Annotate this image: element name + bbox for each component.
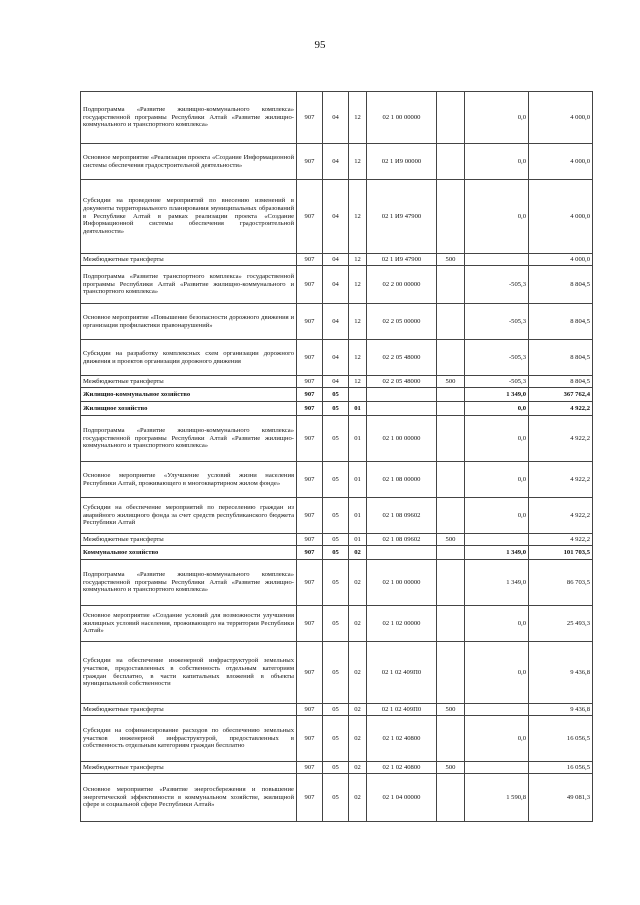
expense-type-code <box>437 304 465 340</box>
target-article-code: 02 1 00 00000 <box>367 560 437 606</box>
table-row <box>81 180 593 254</box>
ministry-code: 907 <box>297 254 323 266</box>
table-row <box>81 462 593 498</box>
target-article-code: 02 1 02 409П0 <box>367 704 437 716</box>
section-code: 05 <box>323 762 349 774</box>
section-code: 05 <box>323 498 349 534</box>
subsection-code: 02 <box>349 774 367 822</box>
ministry-code: 907 <box>297 704 323 716</box>
section-code: 05 <box>323 388 349 402</box>
change-amount <box>465 762 529 774</box>
target-article-code: 02 2 00 00000 <box>367 266 437 304</box>
change-amount: 1 349,0 <box>465 388 529 402</box>
subsection-code: 02 <box>349 704 367 716</box>
change-amount: 0,0 <box>465 498 529 534</box>
expense-type-code <box>437 462 465 498</box>
expense-type-code <box>437 388 465 402</box>
change-amount: 0,0 <box>465 716 529 762</box>
expense-type-code <box>437 606 465 642</box>
row-name: Основное мероприятие «Развитие энергосбережения и повышение энергетической эффективности в коммунальном хозяйстве, жилищной сфере и социальной сфере Республики Алтай» <box>81 774 297 822</box>
budget-table <box>80 91 593 822</box>
ministry-code: 907 <box>297 92 323 144</box>
target-article-code: 02 1 08 09602 <box>367 498 437 534</box>
target-article-code: 02 2 05 48000 <box>367 376 437 388</box>
expense-type-code: 500 <box>437 704 465 716</box>
table-row <box>81 546 593 560</box>
table-row <box>81 388 593 402</box>
subsection-code: 02 <box>349 546 367 560</box>
expense-type-code <box>437 144 465 180</box>
target-article-code: 02 2 05 48000 <box>367 340 437 376</box>
section-code: 04 <box>323 180 349 254</box>
subsection-code <box>349 388 367 402</box>
expense-type-code <box>437 340 465 376</box>
row-name: Коммунальное хозяйство <box>81 546 297 560</box>
total-amount: 4 922,2 <box>529 534 593 546</box>
target-article-code: 02 1 08 00000 <box>367 462 437 498</box>
subsection-code: 01 <box>349 402 367 416</box>
subsection-code: 01 <box>349 498 367 534</box>
row-name: Подпрограмма «Развитие жилищно-коммунального комплекса» государственной программы Республики Алтай «Развитие жилищно-коммунального и транспортного комплекса» <box>81 416 297 462</box>
target-article-code: 02 1 И9 00000 <box>367 144 437 180</box>
total-amount: 4 922,2 <box>529 462 593 498</box>
row-name: Субсидии на разработку комплексных схем организации дорожного движения и проектов организации дорожного движения <box>81 340 297 376</box>
table-row <box>81 762 593 774</box>
section-code: 04 <box>323 340 349 376</box>
subsection-code: 02 <box>349 762 367 774</box>
row-name: Основное мероприятие «Улучшение условий жизни населения Республики Алтай, проживающего в многоквартирном жилом фонде» <box>81 462 297 498</box>
ministry-code: 907 <box>297 774 323 822</box>
table-row <box>81 144 593 180</box>
table-row <box>81 340 593 376</box>
page-number: 95 <box>314 39 326 51</box>
ministry-code: 907 <box>297 402 323 416</box>
target-article-code: 02 1 00 00000 <box>367 416 437 462</box>
ministry-code: 907 <box>297 534 323 546</box>
ministry-code: 907 <box>297 546 323 560</box>
expense-type-code: 500 <box>437 376 465 388</box>
row-name: Основное мероприятие «Реализация проекта «Создание Информационной системы обеспечения градостроительной деятельности» <box>81 144 297 180</box>
total-amount: 367 762,4 <box>529 388 593 402</box>
ministry-code: 907 <box>297 180 323 254</box>
target-article-code: 02 1 04 00000 <box>367 774 437 822</box>
row-name: Межбюджетные трансферты <box>81 254 297 266</box>
expense-type-code <box>437 266 465 304</box>
table-row <box>81 642 593 704</box>
row-name: Субсидии на проведение мероприятий по внесению изменений в документы территориального планирования муниципальных образований в Республике Алтай в рамках реализации проекта «Создание Информационной системы обеспечения градостроительной деятельности» <box>81 180 297 254</box>
total-amount: 4 000,0 <box>529 180 593 254</box>
expense-type-code <box>437 560 465 606</box>
row-name: Жилищное хозяйство <box>81 402 297 416</box>
change-amount: 1 590,8 <box>465 774 529 822</box>
table-row <box>81 716 593 762</box>
subsection-code: 12 <box>349 266 367 304</box>
subsection-code: 02 <box>349 606 367 642</box>
ministry-code: 907 <box>297 498 323 534</box>
section-code: 04 <box>323 266 349 304</box>
expense-type-code <box>437 416 465 462</box>
section-code: 05 <box>323 402 349 416</box>
total-amount: 101 703,5 <box>529 546 593 560</box>
section-code: 05 <box>323 716 349 762</box>
table-row <box>81 376 593 388</box>
subsection-code: 12 <box>349 180 367 254</box>
ministry-code: 907 <box>297 340 323 376</box>
subsection-code: 12 <box>349 376 367 388</box>
change-amount: 0,0 <box>465 642 529 704</box>
subsection-code: 12 <box>349 304 367 340</box>
ministry-code: 907 <box>297 560 323 606</box>
ministry-code: 907 <box>297 716 323 762</box>
section-code: 05 <box>323 546 349 560</box>
subsection-code: 12 <box>349 92 367 144</box>
ministry-code: 907 <box>297 762 323 774</box>
target-article-code: 02 1 И9 47900 <box>367 254 437 266</box>
row-name: Основное мероприятие «Повышение безопасности дорожного движения и организация профилактики правонарушений» <box>81 304 297 340</box>
row-name: Субсидии на обеспечение мероприятий по переселению граждан из аварийного жилищного фонда за счет средств республиканского бюджета Республики Алтай <box>81 498 297 534</box>
table-row <box>81 304 593 340</box>
subsection-code: 12 <box>349 340 367 376</box>
table-row <box>81 402 593 416</box>
change-amount: 0,0 <box>465 416 529 462</box>
total-amount: 16 056,5 <box>529 716 593 762</box>
section-code: 05 <box>323 560 349 606</box>
ministry-code: 907 <box>297 606 323 642</box>
row-name: Основное мероприятие «Создание условий для возможности улучшения жилищных условий населения, проживающего на территории Республики Алтай» <box>81 606 297 642</box>
target-article-code: 02 1 02 40800 <box>367 716 437 762</box>
row-name: Субсидии на софинансирование расходов по обеспечению земельных участков инженерной инфраструктурой, предоставленных в собственность отдельным категориям граждан бесплатно <box>81 716 297 762</box>
table-row <box>81 606 593 642</box>
target-article-code <box>367 402 437 416</box>
change-amount: -505,3 <box>465 376 529 388</box>
section-code: 05 <box>323 534 349 546</box>
change-amount: 0,0 <box>465 606 529 642</box>
expense-type-code <box>437 774 465 822</box>
total-amount: 4 922,2 <box>529 402 593 416</box>
subsection-code: 02 <box>349 716 367 762</box>
change-amount <box>465 254 529 266</box>
total-amount: 16 056,5 <box>529 762 593 774</box>
ministry-code: 907 <box>297 416 323 462</box>
expense-type-code: 500 <box>437 534 465 546</box>
total-amount: 8 804,5 <box>529 266 593 304</box>
section-code: 05 <box>323 606 349 642</box>
expense-type-code <box>437 546 465 560</box>
row-name: Жилищно-коммунальное хозяйство <box>81 388 297 402</box>
table-row <box>81 774 593 822</box>
section-code: 04 <box>323 254 349 266</box>
ministry-code: 907 <box>297 144 323 180</box>
total-amount: 4 000,0 <box>529 144 593 180</box>
section-code: 05 <box>323 462 349 498</box>
section-code: 05 <box>323 774 349 822</box>
change-amount: 1 349,0 <box>465 546 529 560</box>
section-code: 04 <box>323 144 349 180</box>
section-code: 04 <box>323 304 349 340</box>
expense-type-code: 500 <box>437 762 465 774</box>
total-amount: 8 804,5 <box>529 340 593 376</box>
row-name: Подпрограмма «Развитие транспортного комплекса» государственной программы Республики Алтай «Развитие жилищно-коммунального и транспортного комплекса» <box>81 266 297 304</box>
change-amount: 0,0 <box>465 402 529 416</box>
row-name: Субсидии на обеспечение инженерной инфраструктурой земельных участков, предоставленных в собственность отдельным категориям граждан бесплатно, в части капитальных вложений в объекты муниципальной собственности <box>81 642 297 704</box>
change-amount <box>465 704 529 716</box>
target-article-code: 02 2 05 00000 <box>367 304 437 340</box>
total-amount: 4 000,0 <box>529 254 593 266</box>
subsection-code: 01 <box>349 416 367 462</box>
expense-type-code <box>437 92 465 144</box>
ministry-code: 907 <box>297 642 323 704</box>
target-article-code: 02 1 08 09602 <box>367 534 437 546</box>
total-amount: 86 703,5 <box>529 560 593 606</box>
total-amount: 49 081,3 <box>529 774 593 822</box>
row-name: Подпрограмма «Развитие жилищно-коммунального комплекса» государственной программы Республики Алтай «Развитие жилищно-коммунального и транспортного комплекса» <box>81 92 297 144</box>
ministry-code: 907 <box>297 376 323 388</box>
target-article-code <box>367 546 437 560</box>
table-row <box>81 498 593 534</box>
target-article-code: 02 1 02 40800 <box>367 762 437 774</box>
total-amount: 4 000,0 <box>529 92 593 144</box>
table-row <box>81 534 593 546</box>
ministry-code: 907 <box>297 304 323 340</box>
subsection-code: 12 <box>349 254 367 266</box>
change-amount: -505,3 <box>465 266 529 304</box>
row-name: Межбюджетные трансферты <box>81 762 297 774</box>
expense-type-code <box>437 402 465 416</box>
expense-type-code: 500 <box>437 254 465 266</box>
table-row <box>81 92 593 144</box>
subsection-code: 12 <box>349 144 367 180</box>
target-article-code: 02 1 02 00000 <box>367 606 437 642</box>
ministry-code: 907 <box>297 266 323 304</box>
target-article-code: 02 1 02 409П0 <box>367 642 437 704</box>
row-name: Межбюджетные трансферты <box>81 704 297 716</box>
change-amount: -505,3 <box>465 340 529 376</box>
section-code: 05 <box>323 416 349 462</box>
change-amount: 0,0 <box>465 92 529 144</box>
subsection-code: 01 <box>349 462 367 498</box>
total-amount: 9 436,8 <box>529 704 593 716</box>
target-article-code <box>367 388 437 402</box>
expense-type-code <box>437 716 465 762</box>
section-code: 05 <box>323 704 349 716</box>
total-amount: 8 804,5 <box>529 376 593 388</box>
change-amount: 0,0 <box>465 144 529 180</box>
section-code: 04 <box>323 376 349 388</box>
section-code: 05 <box>323 642 349 704</box>
change-amount: 0,0 <box>465 180 529 254</box>
row-name: Межбюджетные трансферты <box>81 534 297 546</box>
expense-type-code <box>437 180 465 254</box>
change-amount: 1 349,0 <box>465 560 529 606</box>
subsection-code: 01 <box>349 534 367 546</box>
subsection-code: 02 <box>349 560 367 606</box>
total-amount: 9 436,8 <box>529 642 593 704</box>
target-article-code: 02 1 00 00000 <box>367 92 437 144</box>
total-amount: 4 922,2 <box>529 416 593 462</box>
total-amount: 25 493,3 <box>529 606 593 642</box>
expense-type-code <box>437 642 465 704</box>
row-name: Подпрограмма «Развитие жилищно-коммунального комплекса» государственной программы Республики Алтай «Развитие жилищно-коммунального и транспортного комплекса» <box>81 560 297 606</box>
total-amount: 4 922,2 <box>529 498 593 534</box>
section-code: 04 <box>323 92 349 144</box>
table-row <box>81 266 593 304</box>
table-row <box>81 560 593 606</box>
table-row <box>81 254 593 266</box>
change-amount <box>465 534 529 546</box>
subsection-code: 02 <box>349 642 367 704</box>
total-amount: 8 804,5 <box>529 304 593 340</box>
table-row <box>81 704 593 716</box>
change-amount: 0,0 <box>465 462 529 498</box>
change-amount: -505,3 <box>465 304 529 340</box>
ministry-code: 907 <box>297 462 323 498</box>
expense-type-code <box>437 498 465 534</box>
target-article-code: 02 1 И9 47900 <box>367 180 437 254</box>
ministry-code: 907 <box>297 388 323 402</box>
row-name: Межбюджетные трансферты <box>81 376 297 388</box>
table-row <box>81 416 593 462</box>
